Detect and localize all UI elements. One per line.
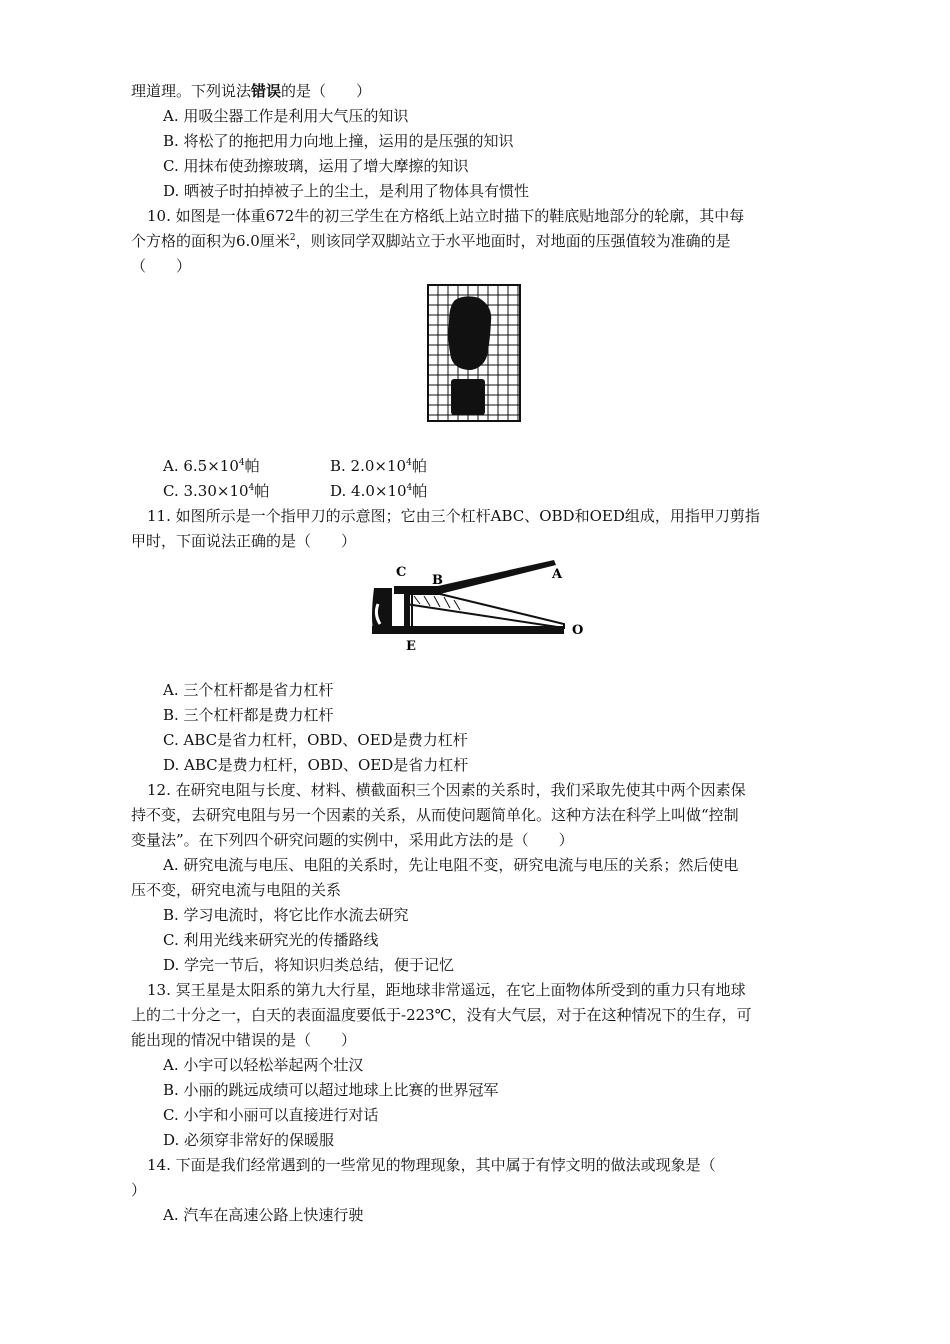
q12-option-a-line2: 压不变，研究电流与电阻的关系 <box>131 881 342 899</box>
lever-obd <box>406 594 564 628</box>
emphasis-wrong: 错误 <box>251 82 282 100</box>
label-d: D <box>378 601 390 616</box>
q9-option-b: B. 将松了的拖把用力向地上撞，运用的是压强的知识 <box>163 132 514 150</box>
q13-stem-line2: 上的二十分之一，白天的表面温度要低于-223℃，没有大气层，对于在这种情况下的生存，可 <box>131 1006 752 1024</box>
q12-option-a-line1: A. 研究电流与电压、电阻的关系时，先让电阻不变，研究电流与电压的关系；然后使电 <box>163 856 739 874</box>
shoe-sole-front <box>448 296 491 370</box>
q14-option-a: A. 汽车在高速公路上快速行驶 <box>163 1206 364 1224</box>
q13-option-a: A. 小宇可以轻松举起两个壮汉 <box>163 1056 364 1074</box>
q13-stem-line1: 13. 冥王星是太阳系的第九大行星，距地球非常遥远，在它上面物体所受到的重力只有地球 <box>147 981 746 999</box>
clipper-pin <box>404 590 410 630</box>
q14-stem-line1: 14. 下面是我们经常遇到的一些常见的物理现象，其中属于有悖文明的做法或现象是（ <box>147 1156 716 1174</box>
q12-option-d: D. 学完一节后，将知识归类总结，便于记忆 <box>163 956 455 974</box>
q10-option-d: D. $4.0\times 10^4$帕 <box>330 482 428 500</box>
q10-option-c: C. $3.30\times 10^4$帕 <box>163 482 270 500</box>
lever-oed <box>372 626 564 634</box>
label-o: O <box>572 623 584 638</box>
label-a: A <box>552 567 563 582</box>
q10-stem-line1: 10. 如图是一体重672牛的初三学生在方格纸上站立时描下的鞋底贴地部分的轮廓，其中每 <box>147 207 745 225</box>
q11-stem-line2: 甲时，下面说法正确的是（ ） <box>131 532 357 550</box>
q11-option-d: D. ABC是费力杠杆，OBD、OED是省力杠杆 <box>163 756 469 774</box>
q10-stem-line2: 个方格的面积为6.0厘米$^2$，则该同学双脚站立于水平地面时，对地面的压强值较为准确的是 <box>131 232 731 250</box>
label-b: B <box>432 573 443 588</box>
q12-option-c: C. 利用光线来研究光的传播路线 <box>163 931 379 949</box>
q13-option-d: D. 必须穿非常好的保暖服 <box>163 1131 335 1149</box>
q9-option-d: D. 晒被子时拍掉被子上的尘土，是利用了物体具有惯性 <box>163 182 530 200</box>
label-e: E <box>406 639 416 654</box>
shoe-print-grid-figure <box>427 284 521 422</box>
q11-option-a: A. 三个杠杆都是省力杠杆 <box>163 681 334 699</box>
shoe-heel <box>451 379 485 415</box>
q12-stem-line2: 持不变，去研究电阻与另一个因素的关系，从而使问题简单化。这种方法在科学上叫做“控制 <box>131 806 739 824</box>
q12-stem-line3: 变量法”。在下列四个研究问题的实例中，采用此方法的是（ ） <box>131 831 574 849</box>
q10-stem-line3: （ ） <box>131 257 192 275</box>
q12-option-b: B. 学习电流时，将它比作水流去研究 <box>163 906 409 924</box>
q11-option-b: B. 三个杠杆都是费力杠杆 <box>163 706 334 724</box>
q9-option-a: A. 用吸尘器工作是利用大气压的知识 <box>163 107 409 125</box>
q11-option-c: C. ABC是省力杠杆，OBD、OED是费力杠杆 <box>163 731 468 749</box>
nail-clipper-figure <box>368 560 592 654</box>
q9-option-c: C. 用抹布使劲擦玻璃，运用了增大摩擦的知识 <box>163 157 469 175</box>
q10-option-a: A. $6.5\times 10^4$帕 <box>163 457 260 475</box>
q14-stem-line2: ） <box>131 1181 147 1199</box>
q10-option-b: B. $2.0\times 10^4$帕 <box>330 457 427 475</box>
q11-stem-line1: 11. 如图所示是一个指甲刀的示意图；它由三个杠杆ABC、OBD和OED组成，用指甲刀剪指 <box>147 507 760 525</box>
label-c: C <box>396 565 407 580</box>
question-9-stem: 理道理。下列说法错误的是（ ） <box>131 82 372 100</box>
q13-stem-line3: 能出现的情况中错误的是（ ） <box>131 1031 357 1049</box>
q13-option-c: C. 小宇和小丽可以直接进行对话 <box>163 1106 379 1124</box>
q12-stem-line1: 12. 在研究电阻与长度、材料、横截面积三个因素的关系时，我们采取先使其中两个因素保 <box>147 781 746 799</box>
lever-abc <box>394 560 556 594</box>
q13-option-b: B. 小丽的跳远成绩可以超过地球上比赛的世界冠军 <box>163 1081 499 1099</box>
